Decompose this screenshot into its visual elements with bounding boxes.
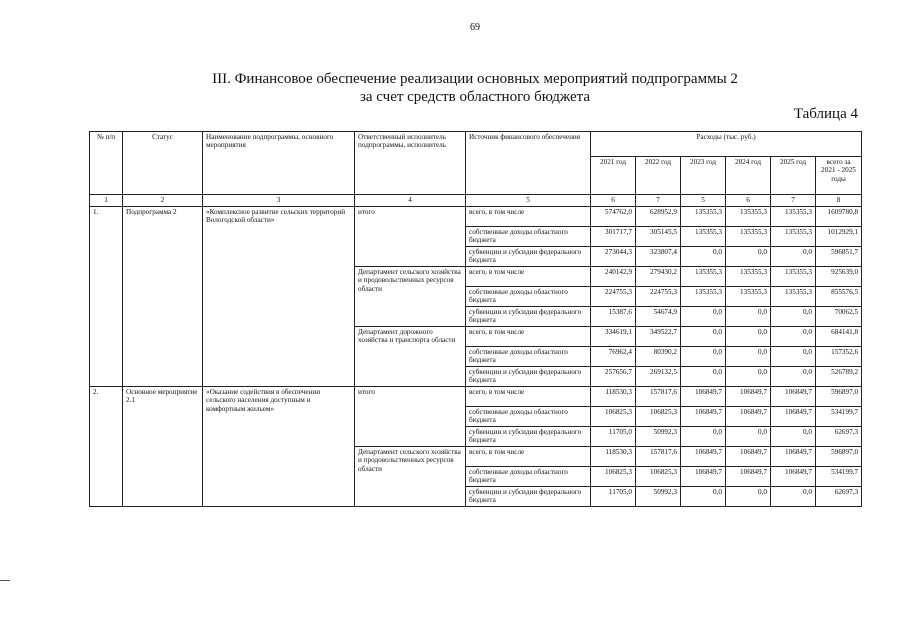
value-cell: 106849,7 [681,447,726,467]
row-responsible: итого [355,387,466,447]
value-total: 596851,7 [816,247,862,267]
value-total: 62697,3 [816,427,862,447]
value-cell: 76962,4 [591,347,636,367]
row-source: субвенции и субсидии федерального бюджета [466,247,591,267]
value-cell: 106849,7 [726,447,771,467]
column-index: 6 [726,195,771,207]
header-status: Статус [123,132,203,195]
value-total: 534199,7 [816,407,862,427]
value-cell: 0,0 [726,307,771,327]
value-cell: 135355,3 [681,207,726,227]
value-cell: 135355,3 [726,207,771,227]
value-cell: 0,0 [771,347,816,367]
value-cell: 80390,2 [636,347,681,367]
value-cell: 273044,3 [591,247,636,267]
row-source: всего, в том числе [466,207,591,227]
row-number: 2. [90,387,123,507]
value-total: 596897,0 [816,387,862,407]
value-cell: 0,0 [771,427,816,447]
row-source: всего, в том числе [466,267,591,287]
row-source: субвенции и субсидии федерального бюджета [466,367,591,387]
value-cell: 135355,3 [681,227,726,247]
value-cell: 269132,5 [636,367,681,387]
row-responsible: Департамент сельского хозяйства и продовольственных ресурсов области [355,447,466,507]
value-total: 684141,8 [816,327,862,347]
row-source: всего, в том числе [466,387,591,407]
value-cell: 574762,0 [591,207,636,227]
value-cell: 240142,9 [591,267,636,287]
row-name: «Комплексное развитие сельских территорий Вологодской области» [203,207,355,387]
value-total: 596897,0 [816,447,862,467]
margin-mark [0,580,10,581]
row-source: субвенции и субсидии федерального бюджета [466,307,591,327]
value-cell: 11705,0 [591,427,636,447]
value-total: 1012929,1 [816,227,862,247]
value-cell: 349522,7 [636,327,681,347]
row-status: Основное мероприятие 2.1 [123,387,203,507]
value-cell: 15387,6 [591,307,636,327]
value-total: 70062,5 [816,307,862,327]
value-cell: 0,0 [726,367,771,387]
value-cell: 106849,7 [771,447,816,467]
column-index: 6 [591,195,636,207]
value-cell: 50992,3 [636,487,681,507]
value-cell: 0,0 [771,307,816,327]
row-source: собственные доходы областного бюджета [466,347,591,367]
header-year: 2021 год [591,157,636,195]
row-source: всего, в том числе [466,327,591,347]
header-year: 2022 год [636,157,681,195]
value-cell: 106825,3 [591,467,636,487]
row-source: всего, в том числе [466,447,591,467]
title-line-2: за счет средств областного бюджета [359,89,591,105]
value-cell: 106825,3 [636,467,681,487]
value-total: 1609780,8 [816,207,862,227]
value-cell: 0,0 [681,247,726,267]
document-title [0,70,905,106]
column-index: 7 [636,195,681,207]
column-index: 8 [816,195,862,207]
value-cell: 0,0 [771,327,816,347]
title-line-1: III. Финансовое обеспечение реализации основных мероприятий подпрограммы 2 [212,71,738,87]
column-index: 5 [466,195,591,207]
column-index: 4 [355,195,466,207]
column-index: 1 [90,195,123,207]
value-total: 157352,6 [816,347,862,367]
header-year-total: всего за 2021 - 2025 годы [816,157,862,195]
value-cell: 0,0 [726,247,771,267]
value-total: 526789,2 [816,367,862,387]
row-name: «Оказание содействия в обеспечении сельского населения доступным и комфортным жильем» [203,387,355,507]
value-total: 855576,5 [816,287,862,307]
table-row [90,207,862,227]
value-cell: 0,0 [681,327,726,347]
column-index: 3 [203,195,355,207]
header-year: 2024 год [726,157,771,195]
value-total: 62697,3 [816,487,862,507]
value-cell: 628952,9 [636,207,681,227]
value-cell: 106849,7 [726,407,771,427]
header-expenses: Расходы (тыс. руб.) [591,132,862,157]
value-cell: 224755,3 [636,287,681,307]
value-cell: 54674,9 [636,307,681,327]
value-cell: 157817,6 [636,447,681,467]
value-cell: 50992,3 [636,427,681,447]
value-cell: 106849,7 [681,407,726,427]
value-cell: 106849,7 [771,467,816,487]
value-cell: 305145,5 [636,227,681,247]
value-total: 925639,0 [816,267,862,287]
row-responsible: Департамент сельского хозяйства и продовольственных ресурсов области [355,267,466,327]
value-cell: 106849,7 [771,387,816,407]
header-name: Наименование подпрограммы, основного мероприятия [203,132,355,195]
value-cell: 135355,3 [726,287,771,307]
value-cell: 0,0 [726,427,771,447]
value-cell: 0,0 [681,347,726,367]
value-total: 534199,7 [816,467,862,487]
value-cell: 106825,3 [636,407,681,427]
value-cell: 0,0 [681,487,726,507]
value-cell: 135355,3 [681,267,726,287]
value-cell: 135355,3 [771,207,816,227]
value-cell: 135355,3 [726,267,771,287]
column-index: 5 [681,195,726,207]
value-cell: 106849,7 [771,407,816,427]
header-year: 2023 год [681,157,726,195]
value-cell: 0,0 [771,367,816,387]
value-cell: 106825,3 [591,407,636,427]
row-source: собственные доходы областного бюджета [466,227,591,247]
value-cell: 135355,3 [681,287,726,307]
value-cell: 118530,3 [591,387,636,407]
value-cell: 0,0 [771,247,816,267]
row-source: собственные доходы областного бюджета [466,407,591,427]
row-source: собственные доходы областного бюджета [466,287,591,307]
row-responsible: итого [355,207,466,267]
header-num: № п/п [90,132,123,195]
value-cell: 106849,7 [726,467,771,487]
header-responsible: Ответственный исполнитель подпрограммы, исполнитель [355,132,466,195]
row-source: собственные доходы областного бюджета [466,467,591,487]
value-cell: 0,0 [681,427,726,447]
value-cell: 106849,7 [681,467,726,487]
value-cell: 0,0 [771,487,816,507]
column-index: 7 [771,195,816,207]
value-cell: 323807,4 [636,247,681,267]
header-source: Источник финансового обеспечения [466,132,591,195]
value-cell: 135355,3 [771,267,816,287]
value-cell: 135355,3 [726,227,771,247]
value-cell: 257656,7 [591,367,636,387]
value-cell: 0,0 [681,367,726,387]
financing-table [89,131,862,507]
header-year: 2025 год [771,157,816,195]
row-status: Подпрограмма 2 [123,207,203,387]
column-index-row [90,195,862,207]
value-cell: 135355,3 [771,227,816,247]
value-cell: 334619,1 [591,327,636,347]
value-cell: 135355,3 [771,287,816,307]
row-source: субвенции и субсидии федерального бюджета [466,487,591,507]
value-cell: 0,0 [726,347,771,367]
value-cell: 224755,3 [591,287,636,307]
row-responsible: Департамент дорожного хозяйства и транспорта области [355,327,466,387]
row-number: 1. [90,207,123,387]
table-row [90,387,862,407]
value-cell: 0,0 [681,307,726,327]
value-cell: 11705,0 [591,487,636,507]
table-label: Таблица 4 [793,106,858,122]
value-cell: 301717,7 [591,227,636,247]
page-number: 69 [470,22,480,33]
value-cell: 0,0 [726,327,771,347]
value-cell: 279430,2 [636,267,681,287]
value-cell: 0,0 [726,487,771,507]
value-cell: 106849,7 [681,387,726,407]
value-cell: 118530,3 [591,447,636,467]
column-index: 2 [123,195,203,207]
value-cell: 157817,6 [636,387,681,407]
value-cell: 106849,7 [726,387,771,407]
row-source: субвенции и субсидии федерального бюджета [466,427,591,447]
financing-table-wrap [89,131,861,507]
